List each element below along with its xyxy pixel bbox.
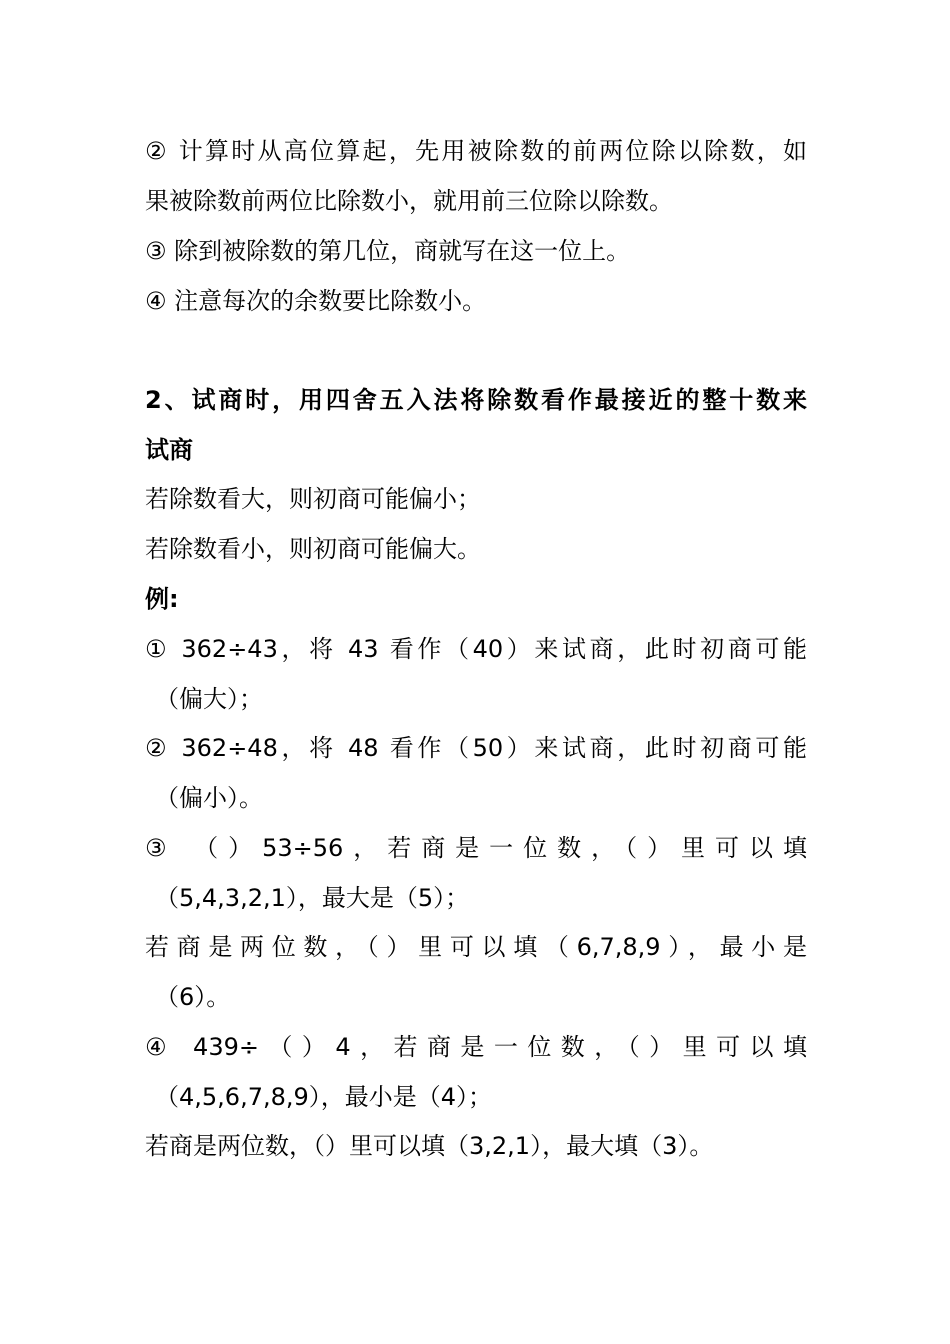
example-3-line-4: （6）。 — [155, 983, 231, 1011]
example-3-line-2: （5,4,3,2,1），最大是（5）； — [155, 884, 470, 912]
rule-divisor-larger: 若除数看大，则初商可能偏小； — [145, 485, 481, 513]
example-2-line-2: （偏小）。 — [155, 784, 263, 812]
step-2-line-2: 果被除数前两位比除数小，就用前三位除以除数。 — [145, 187, 673, 215]
example-4-line-3: 若商是两位数，（）里可以填（3,2,1），最大填（3）。 — [145, 1132, 714, 1160]
step-4-line: ④ 注意每次的余数要比除数小。 — [145, 287, 487, 315]
example-1-line-1: ① 362÷43，将 43 看作（40）来试商，此时初商可能 — [145, 635, 807, 663]
example-label: 例: — [145, 585, 179, 613]
example-3-line-3: 若商是两位数，（）里可以填（6,7,8,9），最小是 — [145, 933, 807, 961]
step-3-line: ③ 除到被除数的第几位，商就写在这一位上。 — [145, 237, 631, 265]
step-2-line-1: ② 计算时从高位算起，先用被除数的前两位除以除数，如 — [145, 137, 807, 165]
example-1-line-2: （偏大）； — [155, 685, 263, 713]
rule-divisor-smaller: 若除数看小，则初商可能偏大。 — [145, 535, 481, 563]
section-2-heading-line-1: 2、试商时，用四舍五入法将除数看作最接近的整十数来 — [145, 386, 807, 414]
example-4-line-2: （4,5,6,7,8,9），最小是（4）； — [155, 1083, 493, 1111]
example-4-line-1: ④ 439÷（）4，若商是一位数，（）里可以填 — [145, 1033, 807, 1061]
section-2-heading-line-2: 试商 — [145, 436, 193, 464]
example-3-line-1: ③ （）53÷56，若商是一位数，（）里可以填 — [145, 834, 807, 862]
example-2-line-1: ② 362÷48，将 48 看作（50）来试商，此时初商可能 — [145, 734, 807, 762]
